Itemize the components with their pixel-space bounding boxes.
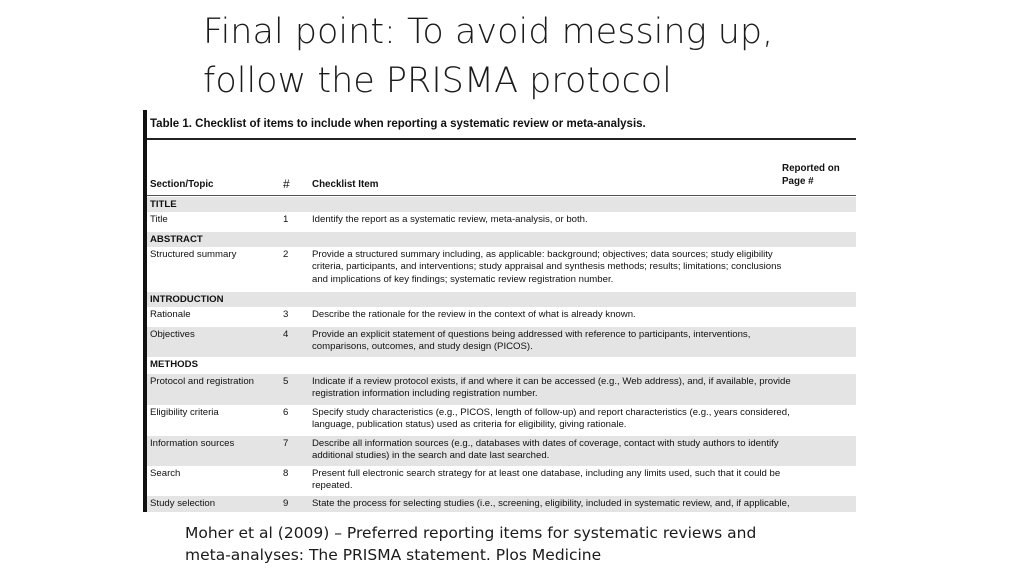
title-line-1: Final point: To avoid messing up,: [203, 12, 774, 52]
header-reported-line1: Reported on: [782, 163, 840, 174]
row-section: Objectives: [150, 329, 195, 340]
row-section: Search: [150, 468, 181, 479]
row-section: Study selection: [150, 498, 216, 509]
table-row: [147, 197, 856, 212]
row-checklist-item: Provide a structured summary including, as applicable: background; objectives; data sources; study eligibility criteria, participants, and interventions; study appraisal and synthesis methods; results; limitations; conclusions and implications of key findings; systematic review registration number.: [312, 249, 782, 285]
row-number: 5: [283, 376, 289, 387]
table-row: [147, 436, 856, 466]
row-number: 8: [283, 468, 289, 479]
row-checklist-item: Identify the report as a systematic review, meta-analysis, or both.: [312, 214, 588, 225]
row-section: Structured summary: [150, 249, 237, 260]
row-section: Title: [150, 214, 168, 225]
row-checklist-item: Describe all information sources (e.g., databases with dates of coverage, contact with study authors to identify additional studies) in the search and date last searched.: [312, 438, 779, 462]
table-row: [147, 292, 856, 307]
table-row: [147, 327, 856, 357]
header-item: Checklist Item: [312, 179, 379, 190]
row-checklist-item: Specify study characteristics (e.g., PICOS, length of follow-up) and report characteristics (e.g., years considered, language, publication status) used as criteria for eligibility, giving rationale.: [312, 407, 790, 431]
slide-title: [203, 8, 993, 106]
row-number: 9: [283, 498, 289, 509]
row-section: Eligibility criteria: [150, 407, 219, 418]
section-heading: INTRODUCTION: [150, 294, 224, 305]
table-row: [147, 374, 856, 405]
row-section: Rationale: [150, 309, 191, 320]
row-section: Information sources: [150, 438, 235, 449]
table-row: [147, 496, 856, 512]
row-number: 2: [283, 249, 289, 260]
prisma-checklist-table: [143, 106, 856, 512]
section-heading: METHODS: [150, 359, 198, 370]
table-caption-text: Checklist of items to include when reporting a systematic review or meta-analysis.: [195, 118, 646, 130]
header-num: #: [283, 177, 290, 191]
row-checklist-item: Provide an explicit statement of questions being addressed with reference to participants, interventions, comparisons, outcomes, and study design (PICOS).: [312, 329, 751, 353]
table-row: [147, 405, 856, 436]
table-row: [147, 232, 856, 247]
title-line-2: follow the PRISMA protocol: [203, 61, 672, 101]
table-row: [147, 247, 856, 292]
row-number: 4: [283, 329, 289, 340]
row-checklist-item: Present full electronic search strategy for at least one database, including any limits used, such that it could be repeated.: [312, 468, 781, 492]
row-checklist-item: Describe the rationale for the review in the context of what is already known.: [312, 309, 636, 320]
table-row: [147, 212, 856, 232]
citation-line-2: meta-analyses: The PRISMA statement. Plos Medicine: [185, 546, 602, 564]
table-caption: [150, 118, 646, 130]
header-section: Section/Topic: [150, 179, 214, 190]
table-caption-label: Table 1.: [150, 118, 192, 130]
row-checklist-item: Indicate if a review protocol exists, if and where it can be accessed (e.g., Web address), and, if available, provide registration information including registration number.: [312, 376, 791, 400]
table-row: [147, 466, 856, 496]
section-heading: ABSTRACT: [150, 234, 203, 245]
row-number: 1: [283, 214, 289, 225]
table-row: [147, 307, 856, 327]
table-row: [147, 357, 856, 374]
row-number: 6: [283, 407, 289, 418]
header-rule: [147, 195, 856, 196]
row-section: Protocol and registration: [150, 376, 254, 387]
section-heading: TITLE: [150, 199, 177, 210]
row-number: 3: [283, 309, 289, 320]
citation: [185, 522, 885, 566]
row-number: 7: [283, 438, 289, 449]
header-reported-line2: Page #: [782, 176, 814, 187]
citation-line-1: Moher et al (2009) – Preferred reporting items for systematic reviews and: [185, 524, 757, 542]
row-checklist-item: State the process for selecting studies (i.e., screening, eligibility, included in systematic review, and, if applicable,: [312, 498, 790, 509]
table-top-rule: [147, 138, 856, 140]
